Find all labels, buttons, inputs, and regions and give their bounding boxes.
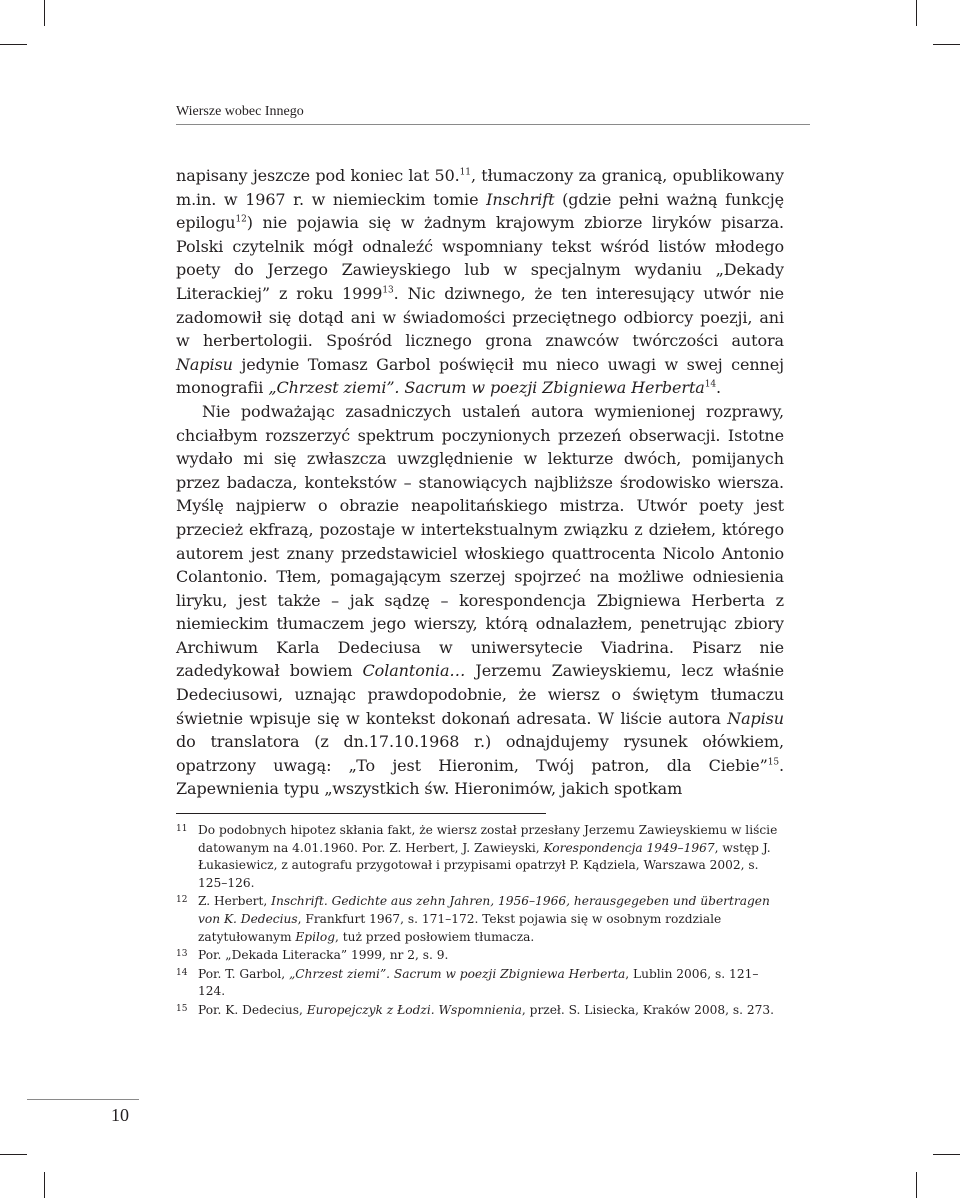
running-head: Wiersze wobec Innego bbox=[176, 104, 304, 119]
footnote-text-italic-run: Epilog bbox=[295, 929, 336, 944]
footnote-text-run: , Lublin 2006, s. 121–124. bbox=[198, 966, 759, 999]
crop-mark bbox=[0, 44, 27, 45]
page-number: 10 bbox=[111, 1105, 129, 1125]
footnote-text-run: , Frankfurt 1967, s. 171–172. Tekst pojawia się w osobnym rozdziale zatytułowanym bbox=[198, 911, 722, 944]
header-rule bbox=[176, 124, 810, 125]
body-paragraph bbox=[176, 164, 784, 400]
footnote-text-italic-run: Inschrift. Gedichte aus zehn Jahren, 1956–1966, herausgegeben und übertragen von K. Dedecius bbox=[198, 894, 770, 926]
footnote-text-italic-run: Korespondencja 1949–1967 bbox=[543, 840, 715, 855]
text-run: jedynie Tomasz Garbol poświęcił mu nieco uwagi w swej cennej monografii bbox=[176, 354, 784, 398]
text-run: . Nic dziwnego, że ten interesujący utwór nie zadomowił się dotąd ani w świadomości przeciętnego odbiorcy poezji, ani w herbertologii. Spośród licznego grona znawców twórczości autora bbox=[176, 283, 784, 351]
body-text bbox=[176, 164, 784, 801]
text-run: (gdzie pełni ważną funkcję epilogu bbox=[176, 189, 784, 233]
crop-mark bbox=[0, 1154, 27, 1155]
folio-rule bbox=[27, 1099, 139, 1100]
footnote-text-run: Por. „Dekada Literacka” 1999, nr 2, s. 9. bbox=[198, 948, 449, 963]
text-run: Nie podważając zasadniczych ustaleń autora wymienionej rozprawy, chciałbym rozszerzyć spektrum poczynionych przezeń obserwacji. Istotne wydało mi się zwłaszcza uwzględnienie w lekturze dwóch, pomijanych przez badacza, kontekstów – stanowiących najbliższe środowisko wiersza. Myślę najpierw o obrazie neapolitańskiego mistrza. Utwór poety jest przecież ekfrazą, pozostaje w intertekstualnym związku z dziełem, którego autorem jest znany przedstawiciel włoskiego quattrocenta Nicolo Antonio Colantonio. Tłem, pomagającym szerzej spojrzeć na możliwe odniesienia liryku, jest także – jak sądzę – korespondencja Zbigniewa Herberta z niemieckim tłumaczem jego wierszy, którą odnalazłem, penetrując zbiory Archiwum Karla Dedeciusa w uniwersytecie Viadrina. Pisarz nie zadedykował bowiem bbox=[176, 401, 784, 681]
footnote bbox=[176, 1002, 784, 1020]
footnote-text-run: Do podobnych hipotez skłania fakt, że wiersz został przesłany Jerzemu Zawieyskiemu w liście datowanym na 4.01.1960. Por. Z. Herbert, J. Zawieyski, bbox=[198, 823, 778, 855]
footnote bbox=[176, 966, 784, 1001]
footnote-reference: 15 bbox=[767, 757, 779, 768]
footnote-text-run: Por. K. Dedecius, bbox=[198, 1002, 307, 1017]
footnote-number: 12 bbox=[176, 895, 188, 906]
crop-mark bbox=[933, 1154, 960, 1155]
text-run: napisany jeszcze pod koniec lat 50. bbox=[176, 166, 460, 185]
text-italic-run: Inschrift bbox=[486, 189, 555, 209]
footnote-text-run: , wstęp J. Łukasiewicz, z autografu przygotował i przypisami opatrzył P. Kądziela, Warszawa 2002, s. 125–126. bbox=[198, 840, 771, 890]
crop-mark bbox=[916, 0, 917, 26]
footnote-text-run: , tuż przed posłowiem tłumacza. bbox=[335, 929, 535, 944]
crop-mark bbox=[916, 1172, 917, 1198]
footnote-reference: 14 bbox=[704, 380, 716, 391]
text-run: . bbox=[715, 378, 721, 398]
text-italic-run: Colantonia… bbox=[362, 661, 466, 681]
crop-mark bbox=[933, 44, 960, 45]
text-run: ) nie pojawia się w żadnym krajowym zbiorze liryków pisarza. Polski czytelnik mógł odnaleźć wspomniany tekst wśród listów młodego poety do Jerzego Zawieyskiego lub w specjalnym wydaniu „Dekady Literackiej” z roku 1999 bbox=[176, 213, 784, 303]
footnote-reference: 11 bbox=[459, 167, 471, 178]
footnote-reference: 13 bbox=[382, 285, 394, 296]
body-paragraph bbox=[176, 400, 784, 801]
footnote-text-run: , przeł. S. Lisiecka, Kraków 2008, s. 273. bbox=[521, 1002, 775, 1017]
text-run: , tłumaczony za granicą, opublikowany m.in. w 1967 r. w niemieckim tomie bbox=[176, 166, 784, 209]
footnote bbox=[176, 822, 784, 892]
footnotes bbox=[176, 822, 784, 1021]
text-italic-run: Napisu bbox=[176, 354, 233, 374]
footnote-separator bbox=[176, 813, 546, 814]
footnote-text-italic-run: „Chrzest ziemi”. Sacrum w poezji Zbigniewa Herberta bbox=[288, 966, 626, 981]
footnote-number: 13 bbox=[176, 949, 188, 960]
text-italic-run: Napisu bbox=[727, 708, 784, 728]
crop-mark bbox=[44, 0, 45, 26]
crop-mark bbox=[44, 1172, 45, 1198]
text-italic-run: „Chrzest ziemi”. Sacrum w poezji Zbigniewa Herberta bbox=[268, 378, 705, 398]
footnote-text-italic-run: Europejczyk z Łodzi. Wspomnienia bbox=[306, 1002, 522, 1017]
footnote-number: 14 bbox=[176, 967, 188, 978]
footnote-number: 15 bbox=[176, 1003, 188, 1014]
text-run: . Zapewnienia typu „wszystkich św. Hieronimów, jakich spotkam bbox=[176, 755, 784, 799]
text-run: Jerzemu Zawieyskiemu, lecz właśnie Dedeciusowi, uznając prawdopodobnie, że wiersz o świętym tłumaczu świetnie wpisuje się w kontekst dokonań adresata. W liście autora bbox=[176, 661, 784, 728]
footnote bbox=[176, 947, 784, 965]
footnote-number: 11 bbox=[176, 824, 188, 834]
footnote bbox=[176, 893, 784, 946]
text-run: do translatora (z dn.17.10.1968 r.) odnajdujemy rysunek ołówkiem, opatrzony uwagą: „To jest Hieronim, Twój patron, dla Ciebie” bbox=[176, 732, 784, 775]
footnote-text-run: Z. Herbert, bbox=[198, 894, 272, 909]
footnote-reference: 12 bbox=[235, 214, 247, 225]
footnote-text-run: Por. T. Garbol, bbox=[198, 966, 289, 981]
